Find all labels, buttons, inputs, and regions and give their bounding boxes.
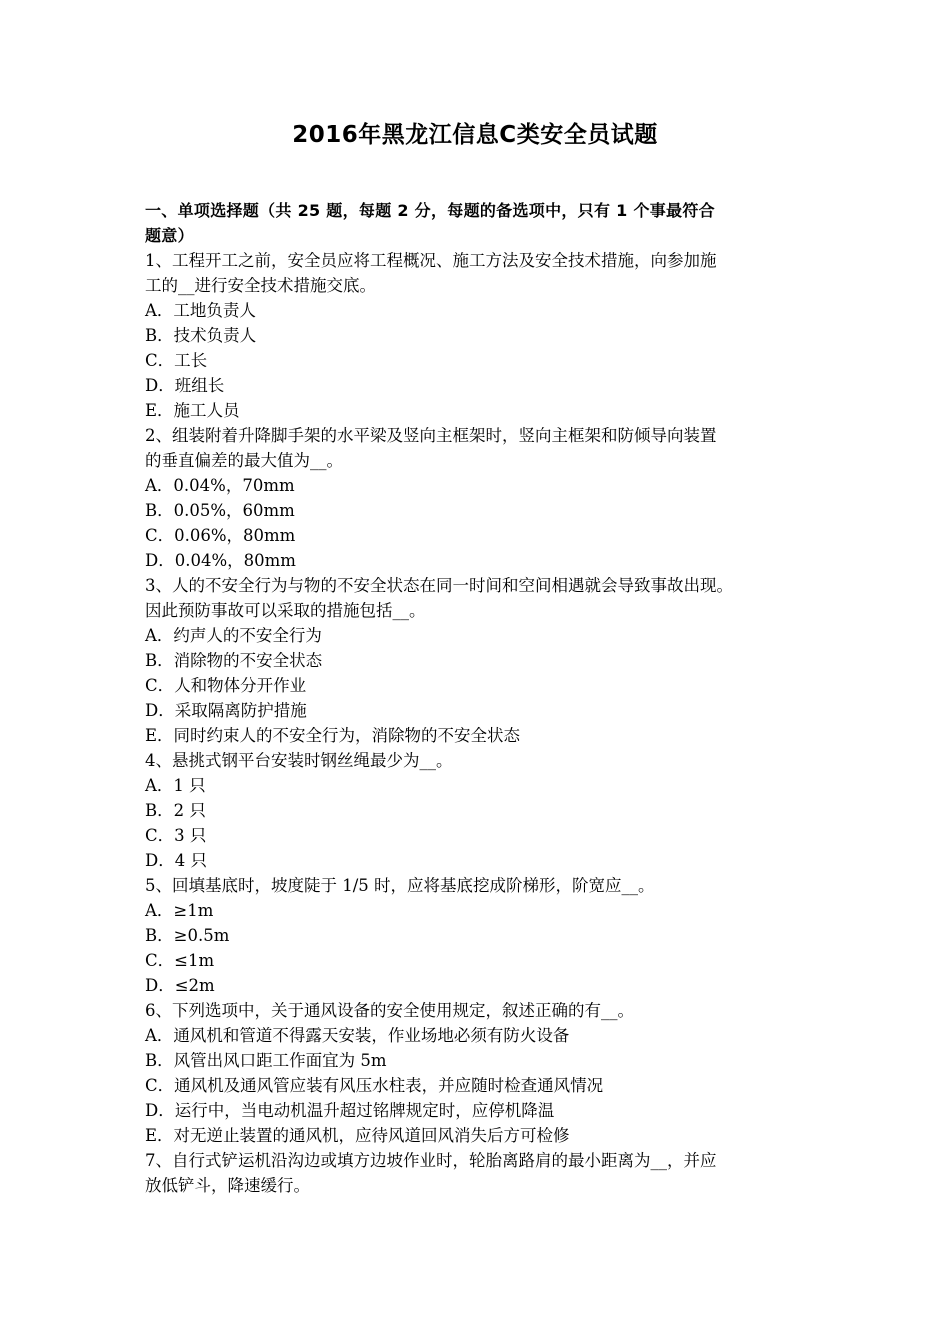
answer-option: A．工地负责人 bbox=[145, 301, 256, 320]
answer-option: E．同时约束人的不安全行为，消除物的不安全状态 bbox=[145, 726, 521, 745]
question-stem-line: 2、组装附着升降脚手架的水平梁及竖向主框架时，竖向主框架和防倾导向装置 bbox=[145, 426, 717, 445]
answer-option: C．人和物体分开作业 bbox=[145, 676, 307, 695]
question-stem-line: 6、下列选项中，关于通风设备的安全使用规定，叙述正确的有__。 bbox=[145, 1001, 634, 1020]
section-heading-line: 题意） bbox=[145, 226, 194, 245]
answer-option: D．≤2m bbox=[145, 976, 215, 995]
answer-option: B．消除物的不安全状态 bbox=[145, 651, 323, 670]
question-stem-line: 放低铲斗，降速缓行。 bbox=[145, 1176, 310, 1195]
answer-option: A．0.04%，70mm bbox=[145, 476, 295, 495]
answer-option: E．施工人员 bbox=[145, 401, 240, 420]
question-stem-line: 5、回填基底时，坡度陡于 1/5 时，应将基底挖成阶梯形，阶宽应__。 bbox=[145, 876, 655, 895]
question-1 bbox=[145, 248, 810, 423]
question-4 bbox=[145, 748, 810, 873]
question-5 bbox=[145, 873, 810, 998]
answer-option: B．2 只 bbox=[145, 801, 206, 820]
section-heading-line: 一、单项选择题（共 25 题，每题 2 分，每题的备选项中，只有 1 个事最符合 bbox=[145, 201, 715, 220]
answer-option: D．0.04%，80mm bbox=[145, 551, 296, 570]
question-7 bbox=[145, 1148, 810, 1198]
question-stem-line: 7、自行式铲运机沿沟边或填方边坡作业时，轮胎离路肩的最小距离为__，并应 bbox=[145, 1151, 717, 1170]
document-body bbox=[145, 198, 810, 1198]
answer-option: B．技术负责人 bbox=[145, 326, 257, 345]
question-6 bbox=[145, 998, 810, 1148]
answer-option: A．1 只 bbox=[145, 776, 206, 795]
answer-option: B．≥0.5m bbox=[145, 926, 230, 945]
question-2 bbox=[145, 423, 810, 573]
question-stem-line: 1、工程开工之前，安全员应将工程概况、施工方法及安全技术措施，向参加施 bbox=[145, 251, 717, 270]
answer-option: C．通风机及通风管应装有风压水柱表，并应随时检查通风情况 bbox=[145, 1076, 604, 1095]
question-stem-line: 工的__进行安全技术措施交底。 bbox=[145, 276, 376, 295]
answer-option: D．采取隔离防护措施 bbox=[145, 701, 307, 720]
answer-option: C．≤1m bbox=[145, 951, 215, 970]
answer-option: D．4 只 bbox=[145, 851, 207, 870]
answer-option: E．对无逆止装置的通风机，应待风道回风消失后方可检修 bbox=[145, 1126, 570, 1145]
answer-option: B．0.05%，60mm bbox=[145, 501, 295, 520]
question-stem-line: 因此预防事故可以采取的措施包括__。 bbox=[145, 601, 426, 620]
question-stem-line: 的垂直偏差的最大值为__。 bbox=[145, 451, 343, 470]
section-heading bbox=[145, 198, 810, 248]
answer-option: A．通风机和管道不得露天安装，作业场地必须有防火设备 bbox=[145, 1026, 570, 1045]
answer-option: D．班组长 bbox=[145, 376, 225, 395]
answer-option: A．≥1m bbox=[145, 901, 214, 920]
question-stem-line: 3、人的不安全行为与物的不安全状态在同一时间和空间相遇就会导致事故出现。 bbox=[145, 576, 733, 595]
answer-option: C．工长 bbox=[145, 351, 208, 370]
question-stem-line: 4、悬挑式钢平台安装时钢丝绳最少为__。 bbox=[145, 751, 453, 770]
document-title: 2016年黑龙江信息C类安全员试题 bbox=[292, 122, 658, 148]
answer-option: D．运行中，当电动机温升超过铭牌规定时，应停机降温 bbox=[145, 1101, 555, 1120]
answer-option: C．0.06%，80mm bbox=[145, 526, 296, 545]
answer-option: C．3 只 bbox=[145, 826, 207, 845]
question-3 bbox=[145, 573, 810, 748]
answer-option: B．风管出风口距工作面宜为 5m bbox=[145, 1051, 387, 1070]
answer-option: A．约声人的不安全行为 bbox=[145, 626, 322, 645]
